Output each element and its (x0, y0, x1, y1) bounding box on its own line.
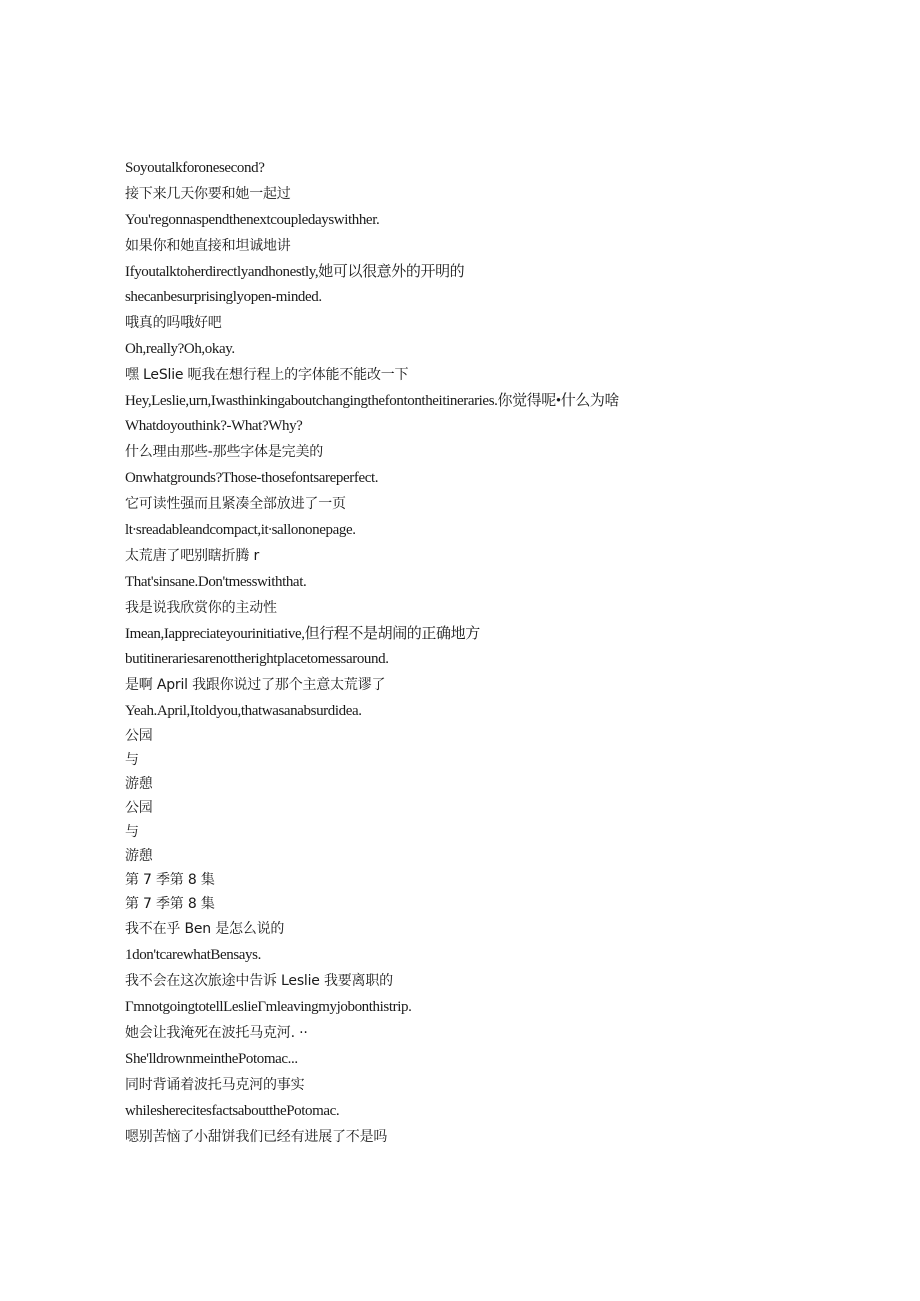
subtitle-line: 她会让我淹死在波托马克河. ·· (125, 1025, 308, 1041)
subtitle-line: Ifyoutalktoherdirectlyandhonestly,她可以很意外的开明的 (125, 264, 465, 280)
subtitle-line: 是啊 April 我跟你说过了那个主意太荒谬了 (125, 677, 386, 693)
subtitle-line: Whatdoyouthink?-What?Why? (125, 418, 303, 434)
subtitle-line: Hey,Leslie,urn,Iwasthinkingaboutchangingthefontontheitineraries.你觉得呢•什么为啥 (125, 393, 620, 409)
subtitle-line: 什么理由那些-那些字体是完美的 (125, 444, 324, 460)
subtitle-line: 同时背诵着波托马克河的事实 (125, 1077, 305, 1093)
subtitle-line: shecanbesurprisinglyopen-minded. (125, 289, 322, 305)
subtitle-line: 哦真的吗哦好吧 (125, 315, 222, 331)
subtitle-line: 我不会在这次旅途中告诉 Leslie 我要离职的 (125, 973, 393, 989)
subtitle-line: 与 (125, 824, 139, 840)
subtitle-line: Onwhatgrounds?Those-thosefontsareperfect. (125, 470, 379, 486)
subtitle-line: 太荒唐了吧别瞎折腾 r (125, 548, 260, 564)
subtitle-line: butitinerariesarenottherightplacetomessaround. (125, 651, 389, 667)
subtitle-line: Yeah.April,Itoldyou,thatwasanabsurdidea. (125, 703, 362, 719)
subtitle-line: whilesherecitesfactsaboutthePotomac. (125, 1103, 340, 1119)
subtitle-line: 1don'tcarewhatBensays. (125, 947, 261, 963)
subtitle-line: 与 (125, 752, 139, 768)
subtitle-line: 游憩 (125, 776, 153, 792)
subtitle-line: Soyoutalkforonesecond? (125, 160, 265, 176)
subtitle-line: 公园 (125, 728, 153, 744)
subtitle-line: 嘿 LeSlie 呃我在想行程上的字体能不能改一下 (125, 367, 409, 383)
subtitle-line: 它可读性强而且紧凑全部放进了一页 (125, 496, 346, 512)
subtitle-line: That'sinsane.Don'tmesswiththat. (125, 574, 307, 590)
subtitle-line: Imean,Iappreciateyourinitiative,但行程不是胡闹的正确地方 (125, 626, 480, 642)
subtitle-line: Oh,really?Oh,okay. (125, 341, 235, 357)
subtitle-line: 我是说我欣赏你的主动性 (125, 600, 277, 616)
episode-heading: 第 7 季第 8 集 (125, 896, 215, 912)
subtitle-document (125, 156, 885, 1151)
subtitle-line: 游憩 (125, 848, 153, 864)
subtitle-line: lt∙sreadableandcompact,it∙sallononepage. (125, 522, 356, 538)
subtitle-line: 我不在乎 Ben 是怎么说的 (125, 921, 285, 937)
subtitle-line: 接下来几天你要和她一起过 (125, 186, 291, 202)
subtitle-line: 公园 (125, 800, 153, 816)
episode-heading: 第 7 季第 8 集 (125, 872, 215, 888)
subtitle-line: She'lldrownmeinthePotomac... (125, 1051, 298, 1067)
subtitle-line: ΓmnotgoingtotellLeslieΓmleavingmyjobonthistrip. (125, 999, 412, 1015)
subtitle-line: 如果你和她直接和坦诚地讲 (125, 238, 291, 254)
subtitle-line: 嗯别苦恼了小甜饼我们已经有进展了不是吗 (125, 1129, 388, 1145)
subtitle-line: You'regonnaspendthenextcoupledayswithher. (125, 212, 380, 228)
